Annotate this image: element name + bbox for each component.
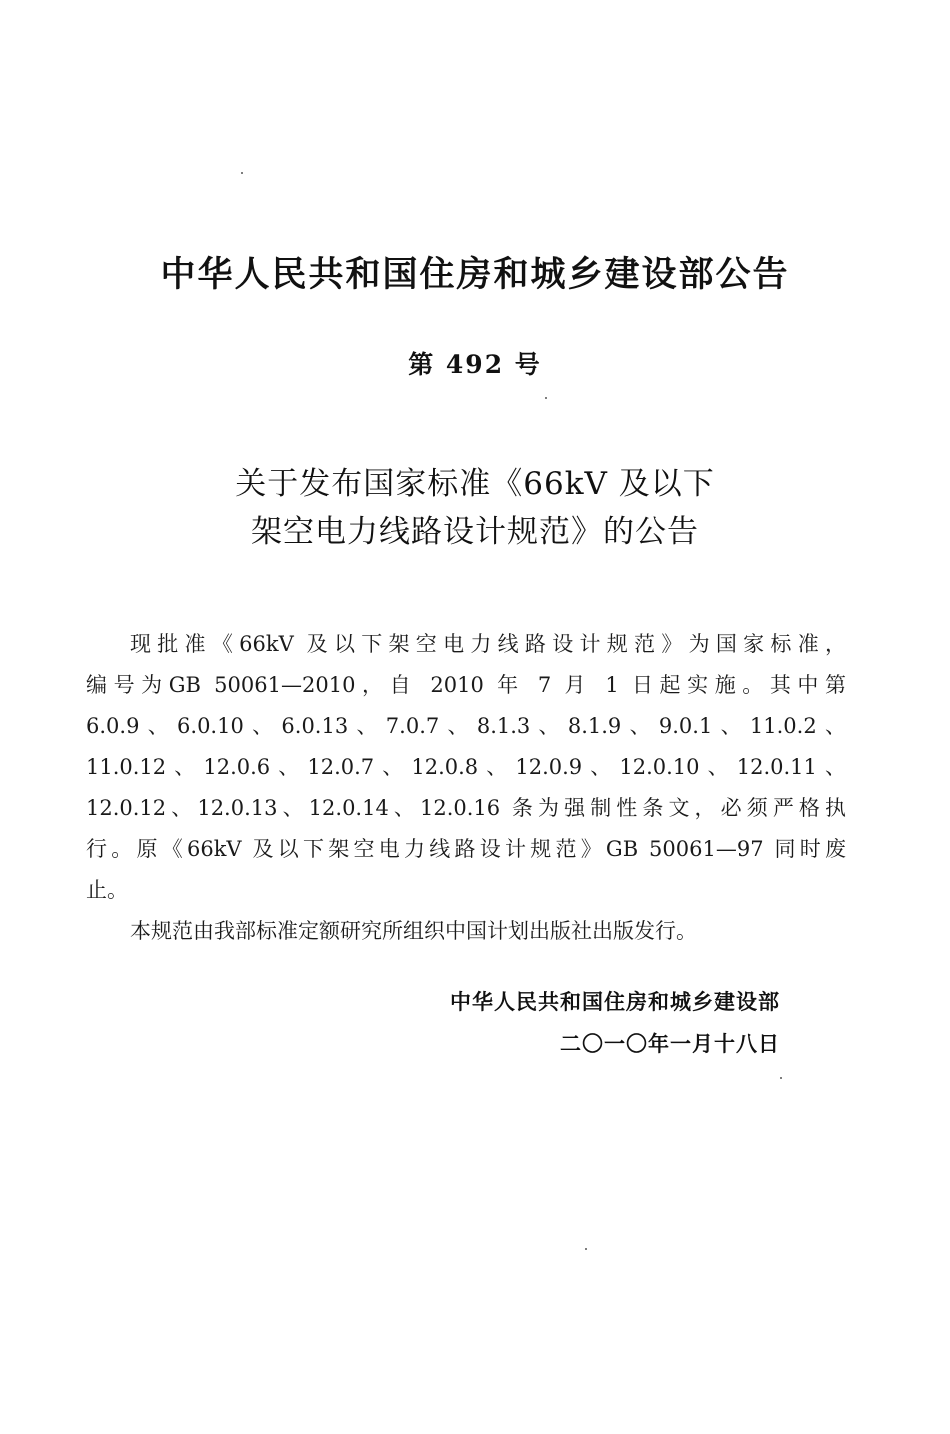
issuer-signature: 中华人民共和国住房和城乡建设部 <box>450 990 780 1014</box>
issue-date: 二〇一〇年一月十八日 <box>560 1032 780 1056</box>
body-line: 本规范由我部标准定额研究所组织中国计划出版社出版发行。 <box>130 919 697 943</box>
body-line: 6.0.9、6.0.10、6.0.13、7.0.7、8.1.3、8.1.9、9.0.1、11.0.2、 <box>86 714 846 738</box>
scan-speck <box>241 172 243 174</box>
notice-subject <box>0 460 950 556</box>
notice-number: 第 492 号 <box>408 350 542 379</box>
scan-speck <box>545 397 547 399</box>
body-line: 12.0.12、12.0.13、12.0.14、12.0.16 条为强制性条文，必须严格执 <box>86 796 846 820</box>
body-line: 11.0.12、12.0.6、12.0.7、12.0.8、12.0.9、12.0.10、12.0.11、 <box>86 755 846 779</box>
scan-speck <box>585 1248 587 1250</box>
scan-speck <box>780 1077 782 1079</box>
subject-line: 架空电力线路设计规范》的公告 <box>251 514 699 550</box>
notice-body <box>86 624 846 952</box>
body-line: 现批准《66kV 及以下架空电力线路设计规范》为国家标准， <box>130 632 846 656</box>
body-line: 止。 <box>86 878 128 902</box>
body-line: 行。原《66kV 及以下架空电力线路设计规范》GB 50061—97 同时废 <box>86 837 846 861</box>
subject-line: 关于发布国家标准《66kV 及以下 <box>235 466 715 502</box>
ministry-title: 中华人民共和国住房和城乡建设部公告 <box>160 255 790 295</box>
body-line: 编号为GB 50061—2010，自 2010 年 7 月 1 日起实施。其中第 <box>86 673 846 697</box>
